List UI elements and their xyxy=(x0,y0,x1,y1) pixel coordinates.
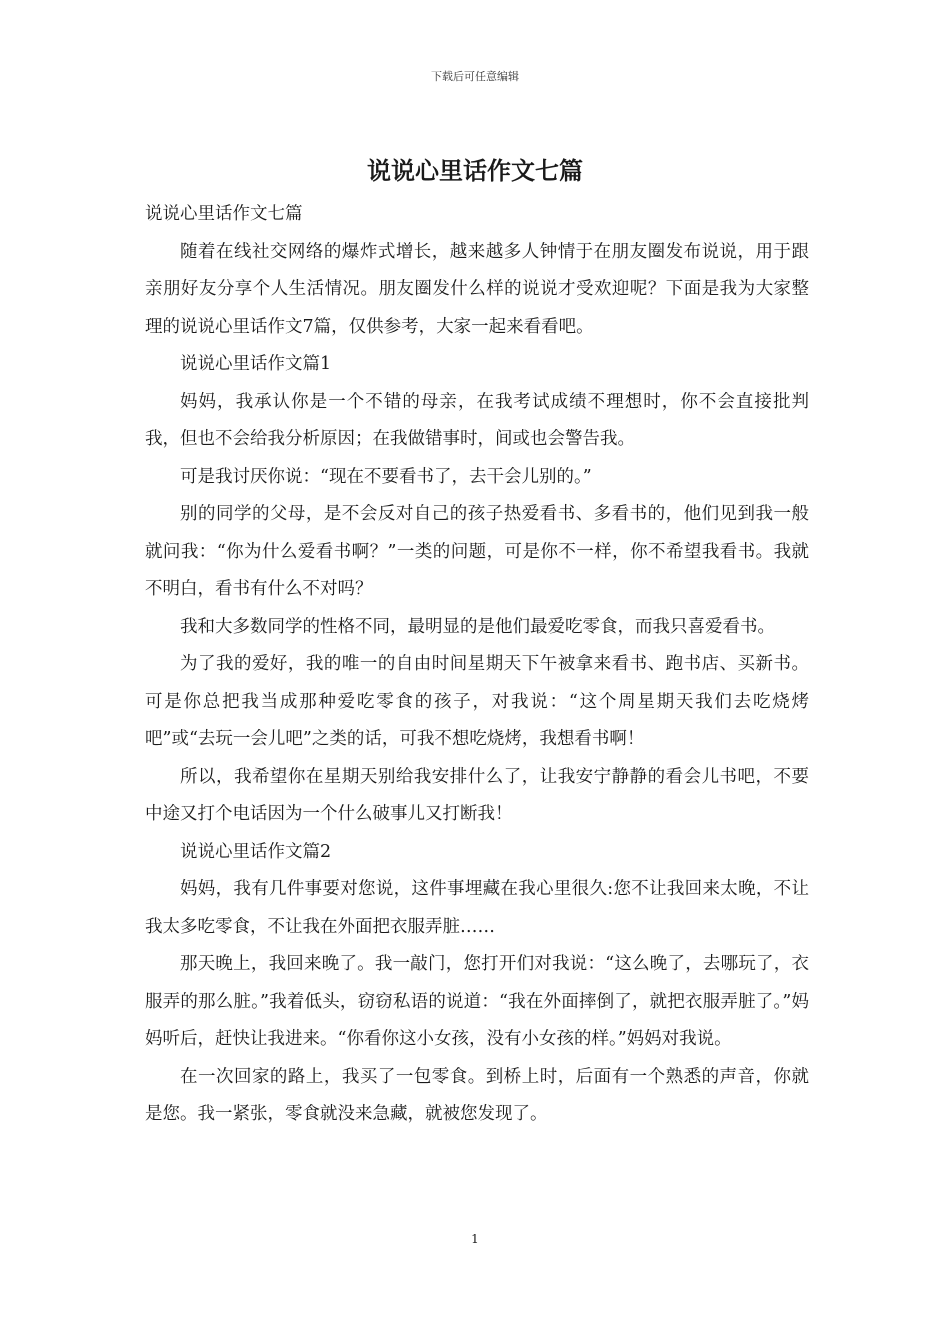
paragraph: 可是我讨厌你说：“现在不要看书了，去干会儿别的。” xyxy=(180,466,592,487)
paragraph: 说说心里话作文七篇 xyxy=(145,204,303,224)
section-heading: 说说心里话作文篇2 xyxy=(180,841,332,862)
paragraph: 妈妈，我承认你是一个不错的母亲，在我考试成绩不理想时，你不会直接批判我，但也不会给我分析原因；在我做错事时，间或也会警告我。 xyxy=(145,391,809,449)
paragraph: 随着在线社交网络的爆炸式增长，越来越多人钟情于在朋友圈发布说说，用于跟亲朋好友分享个人生活情况。朋友圈发什么样的说说才受欢迎呢？下面是我为大家整理的说说心里话作文7篇，仅供参考，大家一起来看看吧。 xyxy=(145,241,809,337)
page-number: 1 xyxy=(471,1232,479,1246)
paragraph: 在一次回家的路上，我买了一包零食。到桥上时，后面有一个熟悉的声音，你就是您。我一紧张，零食就没来急藏，就被您发现了。 xyxy=(145,1066,809,1124)
paragraph: 我和大多数同学的性格不同，最明显的是他们最爱吃零食，而我只喜爱看书。 xyxy=(180,616,775,637)
section-heading: 说说心里话作文篇1 xyxy=(180,354,332,374)
paragraph: 为了我的爱好，我的唯一的自由时间星期天下午被拿来看书、跑书店、买新书。可是你总把我当成那种爱吃零食的孩子，对我说：“这个周星期天我们去吃烧烤吧”或“去玩一会儿吧”之类的话，可我不想吃烧烤，我想看书啊！ xyxy=(145,654,809,749)
paragraph: 别的同学的父母，是不会反对自己的孩子热爱看书、多看书的，他们见到我一般就问我：“你为什么爱看书啊？”一类的问题，可是你不一样，你不希望我看书。我就不明白，看书有什么不对吗？ xyxy=(145,504,809,599)
paragraph: 妈妈，我有几件事要对您说，这件事埋藏在我心里很久:您不让我回来太晚，不让我太多吃零食，不让我在外面把衣服弄脏…… xyxy=(145,879,809,937)
page-header-note: 下载后可任意编辑 xyxy=(431,70,519,83)
document-title: 说说心里话作文七篇 xyxy=(367,156,583,185)
paragraph: 所以，我希望你在星期天别给我安排什么了，让我安宁静静的看会儿书吧，不要中途又打个电话因为一个什么破事儿又打断我！ xyxy=(145,766,809,824)
paragraph: 那天晚上，我回来晚了。我一敲门，您打开们对我说：“这么晚了，去哪玩了，衣服弄的那么脏。”我着低头，窃窃私语的说道：“我在外面摔倒了，就把衣服弄脏了。”妈妈听后，赶快让我进来。“你看你这小女孩，没有小女孩的样。”妈妈对我说。 xyxy=(145,954,809,1049)
document-body xyxy=(145,196,809,1134)
